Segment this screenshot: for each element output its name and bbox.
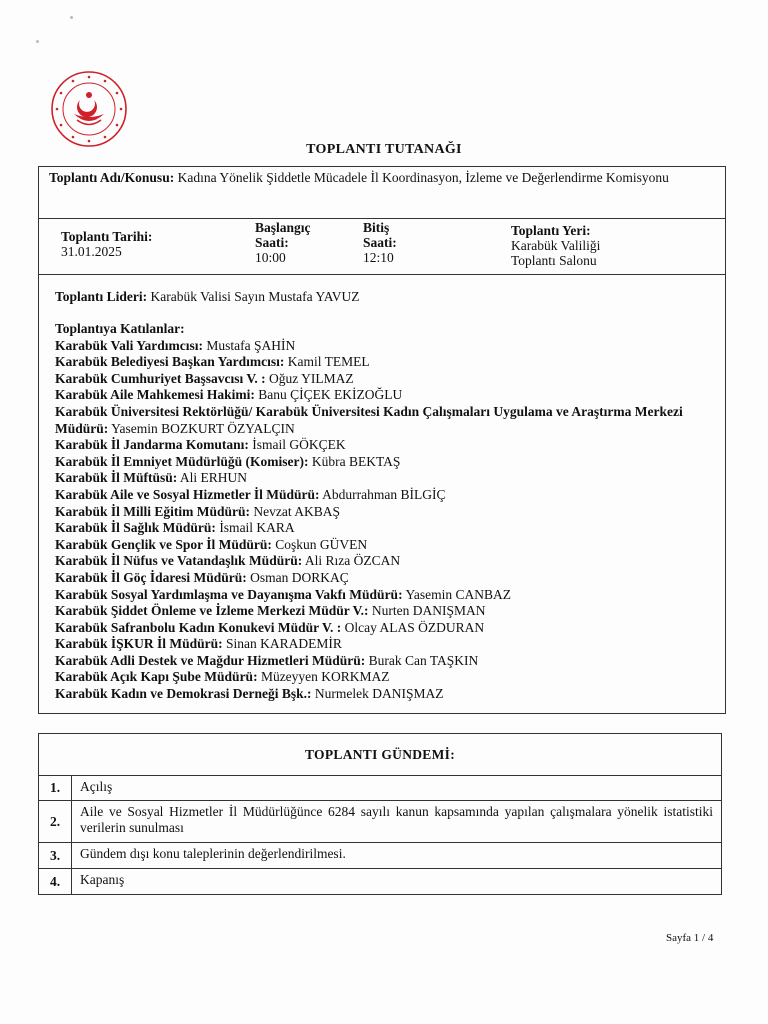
- participant-name: Osman DORKAÇ: [250, 569, 349, 585]
- participant-name: İsmail GÖKÇEK: [252, 437, 346, 453]
- participant-item: [49, 371, 719, 388]
- participant-role: Karabük İl Jandarma Komutanı:: [55, 437, 249, 453]
- participant-item: [49, 620, 719, 637]
- scan-speck: [70, 16, 73, 19]
- agenda-number: 2.: [39, 801, 72, 842]
- start-time-value: 10:00: [255, 250, 286, 265]
- participant-name: Coşkun GÜVEN: [275, 536, 368, 552]
- agenda-text: Aile ve Sosyal Hizmetler İl Müdürlüğünce 6284 sayılı kanun kapsamında yapılan çalışmalara yönelik istatistiki verilerin sunulması: [80, 804, 713, 835]
- leader-label: Toplantı Lideri:: [55, 289, 148, 304]
- participant-name: Olcay ALAS ÖZDURAN: [344, 619, 485, 635]
- participant-name: Nurten DANIŞMAN: [371, 603, 486, 619]
- participants-heading-text: Toplantıya Katılanlar:: [55, 321, 185, 336]
- participant-item: [49, 504, 719, 521]
- participant-role: Karabük Cumhuriyet Başsavcısı V. :: [55, 370, 266, 386]
- participant-role: Karabük Aile Mahkemesi Hakimi:: [55, 387, 255, 403]
- end-label-line2: Saati:: [363, 235, 397, 250]
- participant-role: Karabük Vali Yardımcısı:: [55, 337, 204, 353]
- place-label: Toplantı Yeri:: [511, 223, 591, 238]
- participant-name: Mustafa ŞAHİN: [206, 337, 296, 353]
- end-time-cell: [363, 220, 397, 265]
- participant-name: Abdurrahman BİLGİÇ: [322, 486, 446, 502]
- agenda-text: Kapanış: [80, 872, 125, 887]
- participant-item: [49, 686, 719, 703]
- participant-item: [49, 387, 719, 404]
- subject-label: Toplantı Adı/Konusu:: [49, 170, 175, 185]
- participant-name: İsmail KARA: [219, 520, 295, 536]
- participant-role: Karabük Gençlik ve Spor İl Müdürü:: [55, 536, 272, 552]
- place-value-line2: Toplantı Salonu: [511, 253, 597, 268]
- participant-item: [49, 653, 719, 670]
- participant-role: Karabük İl Müftüsü:: [55, 470, 178, 486]
- participant-name: Müzeyyen KORKMAZ: [260, 669, 390, 685]
- participants-heading: [49, 321, 719, 338]
- participant-role: Karabük Adli Destek ve Mağdur Hizmetleri Müdürü:: [55, 652, 366, 668]
- participant-name: Yasemin BOZKURT ÖZYALÇIN: [111, 420, 295, 436]
- participant-name: Nevzat AKBAŞ: [253, 503, 341, 519]
- participant-name: Burak Can TAŞKIN: [368, 652, 479, 668]
- participant-item: [49, 553, 719, 570]
- participant-name: Ali Rıza ÖZCAN: [304, 553, 401, 569]
- participant-role: Karabük Belediyesi Başkan Yardımcısı:: [55, 354, 285, 370]
- participant-role: Karabük Şiddet Önleme ve İzleme Merkezi Müdür V.:: [55, 603, 369, 619]
- end-label-line1: Bitiş: [363, 220, 390, 235]
- participant-name: Ali ERHUN: [179, 470, 248, 486]
- participant-name: Banu ÇİÇEK EKİZOĞLU: [258, 387, 403, 403]
- leader-value: Karabük Valisi Sayın Mustafa YAVUZ: [150, 289, 360, 304]
- agenda-number: 4.: [39, 869, 72, 894]
- page-number: Sayfa 1 / 4: [666, 932, 714, 944]
- participant-name: Sinan KARADEMİR: [226, 636, 342, 652]
- agenda-text: Gündem dışı konu taleplerinin değerlendirilmesi.: [80, 846, 346, 861]
- subject-value: Kadına Yönelik Şiddetle Mücadele İl Koordinasyon, İzleme ve Değerlendirme Komisyonu: [177, 170, 669, 185]
- participant-role: Karabük Üniversitesi Rektörlüğü/ Karabük Üniversitesi Kadın Çalışmaları Uygulama ve Araştırma Merkezi Müdürü:: [55, 403, 683, 436]
- participant-role: Karabük İl Milli Eğitim Müdürü:: [55, 503, 251, 519]
- participant-role: Karabük İl Emniyet Müdürlüğü (Komiser):: [55, 453, 309, 469]
- participant-item: [49, 669, 719, 686]
- start-time-cell: [255, 220, 311, 265]
- agenda-row: [39, 869, 721, 894]
- agenda-text: Açılış: [80, 779, 113, 794]
- participant-item: [49, 354, 719, 371]
- participant-role: Karabük Safranbolu Kadın Konukevi Müdür V. :: [55, 619, 342, 635]
- ministry-seal-logo: [50, 70, 128, 148]
- participant-item: [49, 487, 719, 504]
- participant-name: Kamil TEMEL: [287, 354, 370, 370]
- start-label-line2: Saati:: [255, 235, 289, 250]
- date-label: Toplantı Tarihi:: [61, 229, 153, 244]
- agenda-heading: TOPLANTI GÜNDEMİ:: [39, 734, 721, 776]
- meeting-leader: [55, 289, 360, 305]
- agenda-box: [38, 733, 722, 895]
- meeting-subject-row: [39, 167, 725, 219]
- participant-name: Oğuz YILMAZ: [269, 370, 354, 386]
- date-value: 31.01.2025: [61, 244, 122, 259]
- participant-name: Nurmelek DANIŞMAZ: [314, 686, 444, 702]
- agenda-number: 1.: [39, 776, 72, 800]
- agenda-row: [39, 776, 721, 801]
- participant-item: [49, 338, 719, 355]
- agenda-number: 3.: [39, 843, 72, 868]
- participant-item: [49, 636, 719, 653]
- meeting-info-box: [38, 166, 726, 714]
- agenda-row: [39, 843, 721, 869]
- participant-name: Yasemin CANBAZ: [405, 586, 511, 602]
- participant-role: Karabük İl Göç İdaresi Müdürü:: [55, 569, 247, 585]
- participant-role: Karabük İl Sağlık Müdürü:: [55, 520, 216, 536]
- participant-item: [49, 537, 719, 554]
- participant-role: Karabük İŞKUR İl Müdürü:: [55, 636, 223, 652]
- participant-role: Karabük İl Nüfus ve Vatandaşlık Müdürü:: [55, 553, 303, 569]
- meeting-place-cell: [511, 223, 600, 268]
- document-title: TOPLANTI TUTANAĞI: [306, 142, 462, 157]
- scan-speck: [36, 40, 39, 43]
- participants-list: [49, 321, 719, 703]
- participant-item: [49, 470, 719, 487]
- participant-item: [49, 570, 719, 587]
- participant-item: [49, 603, 719, 620]
- meeting-meta-row: [39, 219, 725, 275]
- participant-role: Karabük Aile ve Sosyal Hizmetler İl Müdürü:: [55, 486, 320, 502]
- end-time-value: 12:10: [363, 250, 394, 265]
- participant-item: [49, 587, 719, 604]
- agenda-row: [39, 801, 721, 843]
- participant-role: Karabük Kadın ve Demokrasi Derneği Bşk.:: [55, 686, 312, 702]
- participant-item: [49, 520, 719, 537]
- participant-role: Karabük Açık Kapı Şube Müdürü:: [55, 669, 258, 685]
- start-label-line1: Başlangıç: [255, 220, 311, 235]
- participant-name: Kübra BEKTAŞ: [311, 453, 401, 469]
- participant-item: [49, 454, 719, 471]
- meeting-date-cell: [61, 229, 152, 259]
- participant-role: Karabük Sosyal Yardımlaşma ve Dayanışma Vakfı Müdürü:: [55, 586, 403, 602]
- place-value-line1: Karabük Valiliği: [511, 238, 601, 253]
- participant-item: [49, 404, 719, 437]
- participant-item: [49, 437, 719, 454]
